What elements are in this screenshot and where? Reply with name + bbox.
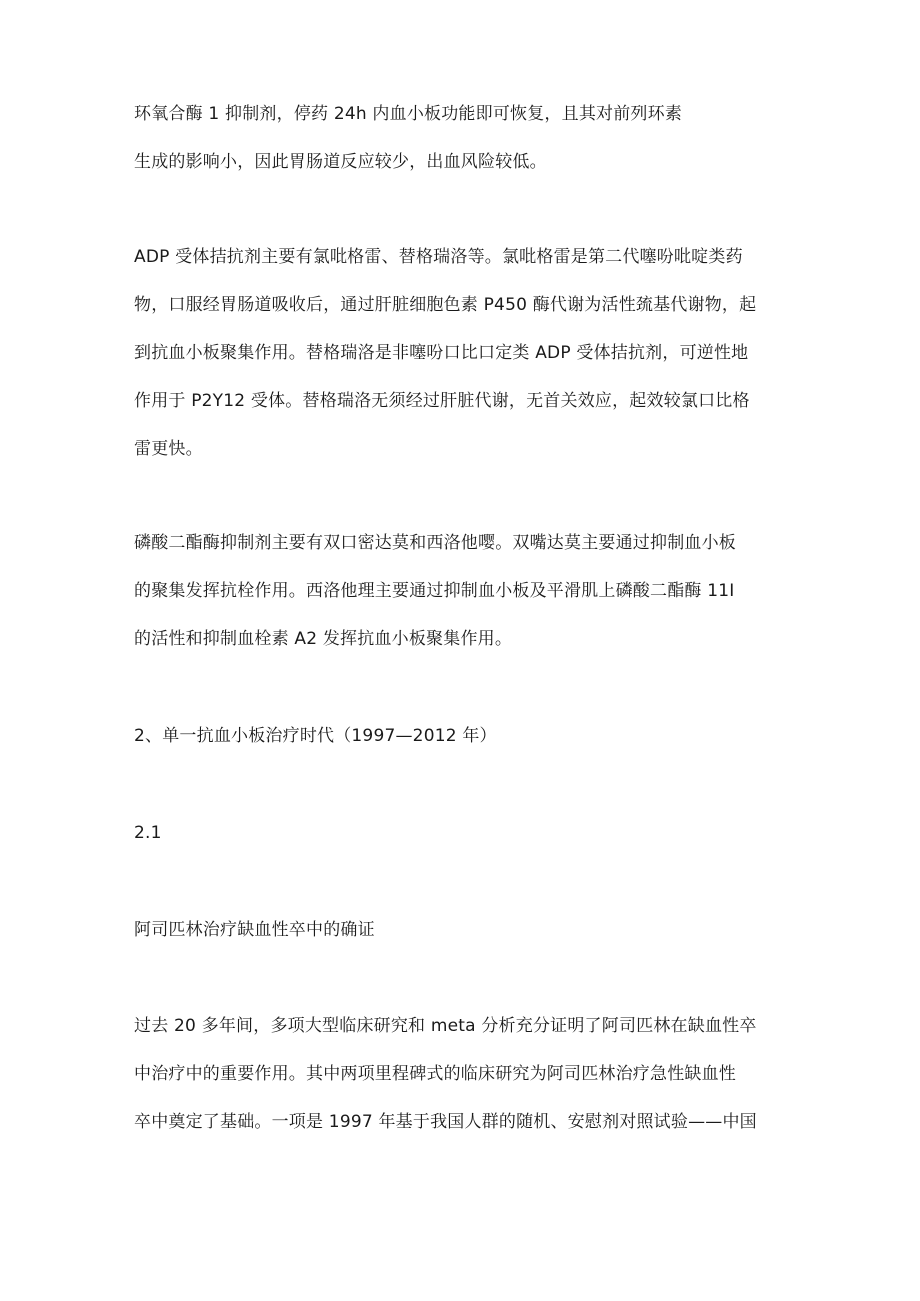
subsection-number: 2.1 [134,823,162,843]
text-line: 物，口服经胃肠道吸收后，通过肝脏细胞色素 P450 酶代谢为活性巯基代谢物，起 [134,295,757,315]
text-line: 的聚集发挥抗栓作用。西洛他理主要通过抑制血小板及平滑肌上磷酸二酯酶 11I [134,581,735,601]
text-line: 中治疗中的重要作用。其中两项里程碑式的临床研究为阿司匹林治疗急性缺血性 [134,1064,736,1084]
text-line: 磷酸二酯酶抑制剂主要有双口密达莫和西洛他嘤。双嘴达莫主要通过抑制血小板 [134,533,736,553]
text-line: 作用于 P2Y12 受体。替格瑞洛无须经过肝脏代谢，无首关效应，起效较氯口比格 [134,391,750,411]
text-line: 雷更快。 [134,439,203,459]
text-line: 过去 20 多年间，多项大型临床研究和 meta 分析充分证明了阿司匹林在缺血性卒 [134,1016,757,1036]
text-line: 环氧合酶 1 抑制剂，停药 24h 内血小板功能即可恢复，且其对前列环素 [134,104,683,124]
text-line: 卒中奠定了基础。一项是 1997 年基于我国人群的随机、安慰剂对照试验——中国 [134,1112,757,1132]
subsection-title: 阿司匹林治疗缺血性卒中的确证 [134,920,375,940]
text-line: 生成的影响小，因此胃肠道反应较少，出血风险较低。 [134,152,547,172]
text-line: ADP 受体拮抗剂主要有氯吡格雷、替格瑞洛等。氯吡格雷是第二代噻吩吡啶类药 [134,247,743,267]
section-heading: 2、单一抗血小板治疗时代（1997—2012 年） [134,726,497,746]
text-line: 到抗血小板聚集作用。替格瑞洛是非噻吩口比口定类 ADP 受体拮抗剂，可逆性地 [134,343,749,363]
text-line: 的活性和抑制血栓素 A2 发挥抗血小板聚集作用。 [134,629,513,649]
